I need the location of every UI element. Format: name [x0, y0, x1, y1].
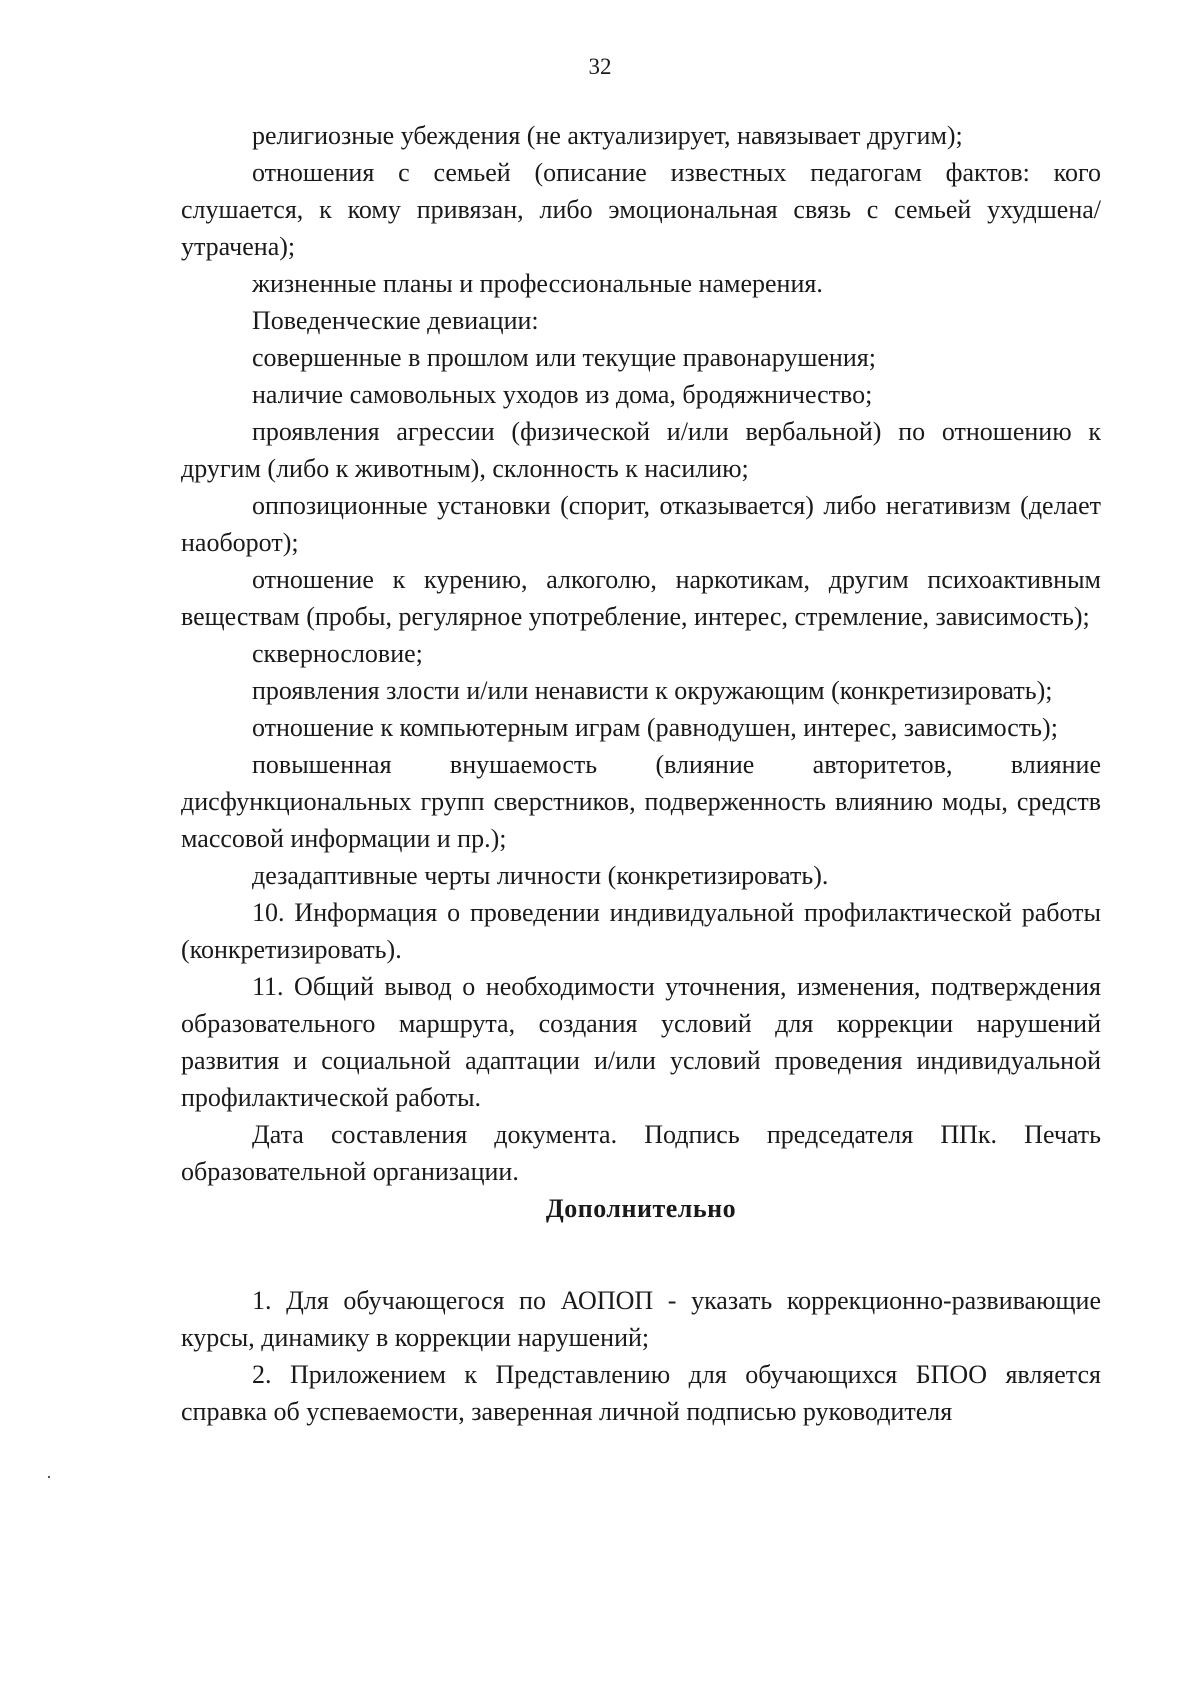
paragraph: отношения с семьей (описание известных педагогам фактов: кого слушается, к кому привязан, либо эмоциональная связь с семьей ухудшена/утрачена); [181, 158, 1101, 261]
paragraph: Дата составления документа. Подпись председателя ППк. Печать образовательной организации. [181, 1120, 1101, 1186]
scan-speck [48, 1476, 50, 1478]
paragraph: отношение к курению, алкоголю, наркотикам, другим психоактивным веществам (пробы, регулярное употребление, интерес, стремление, зависимость); [181, 565, 1101, 631]
additional-item: 2. Приложением к Представлению для обучающихся БПОО является справка об успеваемости, заверенная личной подписью руководителя [181, 1360, 1101, 1426]
paragraph: 11. Общий вывод о необходимости уточнения, изменения, подтверждения образовательного маршрута, создания условий для коррекции нарушений развития и социальной адаптации и/или условий проведения индивидуальной профилактической работы. [181, 972, 1101, 1112]
paragraph: повышенная внушаемость (влияние авторитетов, влияние дисфункциональных групп сверстников, подверженность влиянию моды, средств массовой информации и пр.); [181, 750, 1101, 853]
paragraph: дезадаптивные черты личности (конкретизировать). [252, 861, 829, 890]
paragraph: жизненные планы и профессиональные намерения. [252, 269, 823, 298]
additional-item: 1. Для обучающегося по АОПОП - указать коррекционно-развивающие курсы, динамику в коррекции нарушений; [181, 1286, 1101, 1352]
paragraph: наличие самовольных уходов из дома, бродяжничество; [252, 380, 873, 409]
paragraph: 10. Информация о проведении индивидуальной профилактической работы (конкретизировать). [181, 898, 1101, 964]
page-number: 32 [588, 54, 612, 79]
paragraph: Поведенческие девиации: [252, 306, 539, 335]
paragraph: совершенные в прошлом или текущие правонарушения; [252, 343, 876, 372]
paragraph: отношение к компьютерным играм (равнодушен, интерес, зависимость); [252, 713, 1058, 742]
paragraph: проявления агрессии (физической и/или вербальной) по отношению к другим (либо к животным), склонность к насилию; [181, 417, 1101, 483]
paragraph: религиозные убеждения (не актуализирует, навязывает другим); [252, 121, 963, 150]
paragraph: сквернословие; [252, 639, 423, 668]
paragraph: проявления злости и/или ненависти к окружающим (конкретизировать); [252, 676, 1053, 705]
paragraph: оппозиционные установки (спорит, отказывается) либо негативизм (делает наоборот); [181, 491, 1101, 557]
document-body [181, 117, 1101, 1430]
section-heading: Дополнительно [545, 1194, 737, 1223]
